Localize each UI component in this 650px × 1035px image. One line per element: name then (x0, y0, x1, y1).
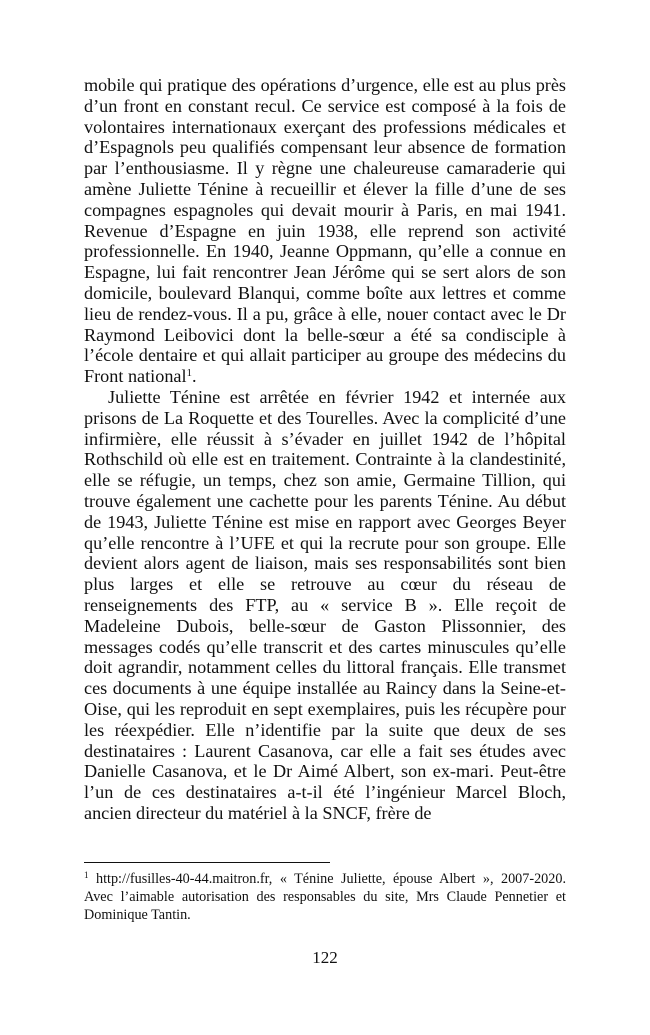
paragraph-1-text: mobile qui pratique des opérations d’urgence, elle est au plus près d’un front en constant recul. Ce service est composé à la fois de volontaires internationaux exerçant des professions médicales et d’Espagnols peu qualifiés compensant leur absence de formation par l’enthousiasme. Il y règne une chaleureuse camaraderie qui amène Juliette Ténine à recueillir et élever la fille d’une de ses compagnes espagnoles qui devait mourir à Paris, en mai 1941. Revenue d’Espagne en juin 1938, elle reprend son activité professionnelle. En 1940, Jeanne Oppmann, qu’elle a connue en Espagne, lui fait rencontrer Jean Jérôme qui se sert alors de son domicile, boulevard Blanqui, comme boîte aux lettres et comme lieu de rendez-vous. Il a pu, grâce à elle, nouer contact avec le Dr Raymond Leibovici dont la belle-sœur a été sa condisciple à l’école dentaire et qui allait participer au groupe des médecins du Front national (84, 75, 566, 387)
paragraph-2: Juliette Ténine est arrêtée en février 1942 et internée aux prisons de La Roquette et des Tourelles. Avec la complicité d’une infirmière, elle réussit à s’évader en juillet 1942 de l’hôpital Rothschild où elle est en traitement. Contrainte à la clandestinité, elle se réfugie, un temps, chez son amie, Germaine Tillion, qui trouve également une cachette pour les parents Ténine. Au début de 1943, Juliette Ténine est mise en rapport avec Georges Beyer qu’elle rencontre à l’UFE et qui la recrute pour son groupe. Elle devient alors agent de liaison, mais ses responsabilités sont bien plus larges et elle se retrouve au cœur du réseau de renseignements des FTP, au « service B ». Elle reçoit de Madeleine Dubois, belle-sœur de Gaston Plissonnier, des messages codés qu’elle transcrit et des cartes minuscules qu’elle doit agrandir, notamment celles du littoral français. Elle transmet ces documents à une équipe installée au Raincy dans la Seine-et-Oise, qui les reproduit en sept exemplaires, puis les récupère pour les réexpédier. Elle n’identifie par la suite que deux de ses destinataires : Laurent Casanova, car elle a fait ses études avec Danielle Casanova, et le Dr Aimé Albert, son ex-mari. Peut-être l’un de ces destinataires a-t-il été l’ingénieur Marcel Bloch, ancien directeur du matériel à la SNCF, frère de (84, 386, 566, 823)
paragraph-continued (84, 75, 566, 387)
footnote-1 (84, 870, 566, 925)
paragraph-1-tail: . (192, 366, 197, 387)
footnote-marker: 1 (84, 870, 89, 880)
footnote-reference: 1 (186, 367, 193, 380)
footnote-1-text: http://fusilles-40-44.maitron.fr, « Ténine Juliette, épouse Albert », 2007-2020. Avec l’aimable autorisation des responsables du site, Mrs Claude Pennetier et Dominique Tantin. (84, 871, 566, 924)
page-number: 122 (312, 948, 338, 967)
main-text (84, 75, 566, 824)
footnotes (84, 870, 566, 925)
footnote-separator (84, 862, 330, 863)
